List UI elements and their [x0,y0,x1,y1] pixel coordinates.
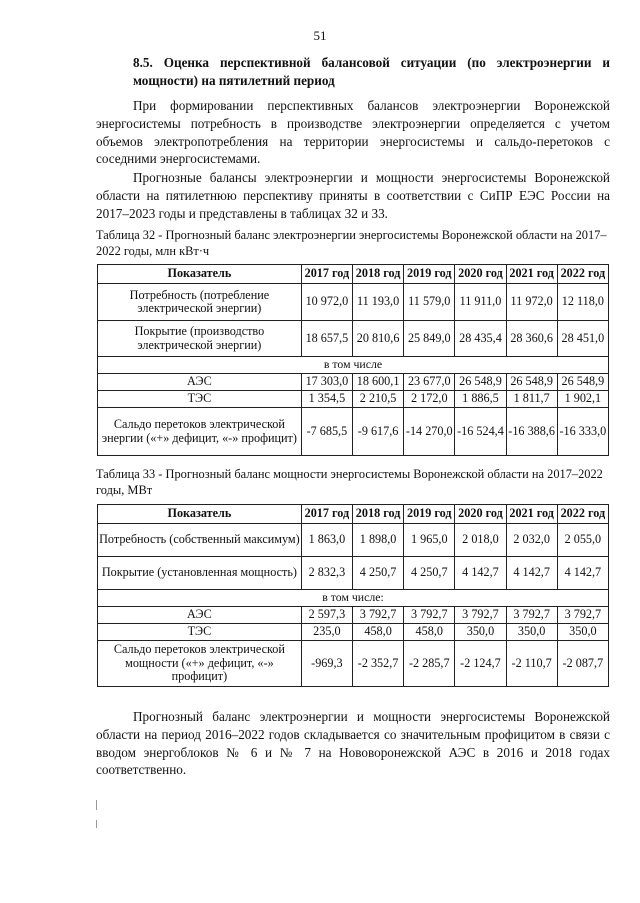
table32-row-label: АЭС [98,374,302,391]
table32-cell: 28 451,0 [557,321,608,357]
table32-cell: 11 972,0 [506,284,557,321]
table33-cell: 4 142,7 [506,557,557,590]
table32-cell: -16 388,6 [506,408,557,456]
table32-header-year: 2019 год [404,265,455,284]
table32-cell: 1 902,1 [557,391,608,408]
table32-row-label: Покрытие (производство электрической энергии) [98,321,302,357]
table33-caption: Таблица 33 - Прогнозный баланс мощности энергосистемы Воронежской области на 2017–2022 годы, МВт [96,467,603,497]
table32-row-npp [98,374,609,391]
table33-row-label: Сальдо перетоков электрической мощности («+» дефицит, «-» профицит) [98,641,302,687]
table33-header-year: 2018 год [352,505,403,524]
table33-cell: -969,3 [301,641,352,687]
table33-cell: -2 110,7 [506,641,557,687]
section-heading: 8.5. Оценка перспективной балансовой ситуации (по электроэнергии и мощности) на пятилетний период [133,55,610,88]
table32-cell: -7 685,5 [301,408,352,456]
table33-row-demand [98,524,609,557]
table32-cell: 26 548,9 [506,374,557,391]
table32-cell: 11 193,0 [352,284,403,321]
table33-cell: 3 792,7 [352,607,403,624]
table32-header-year: 2022 год [557,265,608,284]
table32-cell: 1 354,5 [301,391,352,408]
table32-cell: 26 548,9 [557,374,608,391]
table33-header-row [98,505,609,524]
table33-row-label: ТЭС [98,624,302,641]
table32-cell: -14 270,0 [404,408,455,456]
table33-header-year: 2020 год [455,505,506,524]
table33-header-year: 2021 год [506,505,557,524]
table32-caption: Таблица 32 - Прогнозный баланс электроэнергии энергосистемы Воронежской области на 2017–2022 годы, млн кВт·ч [96,228,607,258]
table32-row-supply [98,321,609,357]
table32-cell: -9 617,6 [352,408,403,456]
table33-row-npp [98,607,609,624]
page-number: 51 [313,28,327,43]
table32-row-label: Сальдо перетоков электрической энергии («+» дефицит, «-» профицит) [98,408,302,456]
table32-cell: 28 360,6 [506,321,557,357]
table33 [97,504,609,687]
table32-cell: 26 548,9 [455,374,506,391]
table33-header-indicator: Показатель [98,505,302,524]
table33-row-supply [98,557,609,590]
table33-header-year: 2022 год [557,505,608,524]
table33-cell: 3 792,7 [404,607,455,624]
table33-cell: 1 898,0 [352,524,403,557]
table32-cell: 2 210,5 [352,391,403,408]
table33-cell: 4 250,7 [404,557,455,590]
table32-row-label: Потребность (потребление электрической энергии) [98,284,302,321]
table32-row-balance [98,408,609,456]
table33-row-label: Покрытие (установленная мощность) [98,557,302,590]
table33-cell: 2 018,0 [455,524,506,557]
table33-row-label: АЭС [98,607,302,624]
table33-header-year: 2019 год [404,505,455,524]
paragraph-conclusion: Прогнозный баланс электроэнергии и мощности энергосистемы Воронежской области на период 2016–2022 годов складывается со значительным профицитом в связи с вводом энергоблоков № 6 и № 7 на Нововоронежской АЭС в 2016 и 2018 годах соответственно. [96,709,610,778]
table32-cell: 18 600,1 [352,374,403,391]
table32-header-year: 2021 год [506,265,557,284]
table33-cell: -2 285,7 [404,641,455,687]
table33-cell: 4 250,7 [352,557,403,590]
table32-cell: 12 118,0 [557,284,608,321]
table32-header-indicator: Показатель [98,265,302,284]
table33-cell: 4 142,7 [455,557,506,590]
table33-cell: 3 792,7 [557,607,608,624]
table32-cell: 11 911,0 [455,284,506,321]
table32-header-year: 2020 год [455,265,506,284]
table33-cell: 350,0 [557,624,608,641]
scan-artifact-mark [96,820,97,828]
table32-cell: 28 435,4 [455,321,506,357]
table33-subheader-row [98,590,609,607]
table32-cell: -16 333,0 [557,408,608,456]
table33-header-year: 2017 год [301,505,352,524]
table33-cell: -2 124,7 [455,641,506,687]
table32-header-year: 2018 год [352,265,403,284]
paragraph-forecast: Прогнозные балансы электроэнергии и мощности энергосистемы Воронежской области на пятилетнюю перспективу приняты в соответствии с СиПР ЕЭС России на 2017–2023 годы и представлены в таблицах 32 и 33. [96,170,610,221]
table33-row-tpp [98,624,609,641]
table32-header-row [98,265,609,284]
table33-cell: -2 352,7 [352,641,403,687]
table33-cell: 4 142,7 [557,557,608,590]
table33-cell: 1 965,0 [404,524,455,557]
table33-cell: 2 832,3 [301,557,352,590]
table33-cell: 350,0 [506,624,557,641]
table32-cell: 20 810,6 [352,321,403,357]
table32-row-demand [98,284,609,321]
table33-cell: 3 792,7 [506,607,557,624]
table33-cell: 3 792,7 [455,607,506,624]
table33-cell: 458,0 [352,624,403,641]
table33-cell: -2 087,7 [557,641,608,687]
table33-row-label: Потребность (собственный максимум) [98,524,302,557]
table32-cell: -16 524,4 [455,408,506,456]
table33-cell: 458,0 [404,624,455,641]
table32 [97,264,609,456]
table33-subheader: в том числе: [98,590,609,607]
table32-cell: 17 303,0 [301,374,352,391]
paragraph-intro: При формировании перспективных балансов электроэнергии Воронежской энергосистемы потребность в производстве электроэнергии определяется с учетом объемов электропотребления на территории энергосистемы и сальдо-перетоков с соседними энергосистемами. [96,98,610,167]
table33-cell: 350,0 [455,624,506,641]
table32-cell: 1 886,5 [455,391,506,408]
table32-row-label: ТЭС [98,391,302,408]
table32-subheader: в том числе [98,357,609,374]
table33-cell: 2 055,0 [557,524,608,557]
table32-cell: 25 849,0 [404,321,455,357]
table33-cell: 1 863,0 [301,524,352,557]
table32-cell: 18 657,5 [301,321,352,357]
table32-cell: 10 972,0 [301,284,352,321]
table33-cell: 235,0 [301,624,352,641]
table32-cell: 11 579,0 [404,284,455,321]
table32-row-tpp [98,391,609,408]
scan-artifact-mark [96,800,97,810]
table32-subheader-row [98,357,609,374]
table33-row-balance [98,641,609,687]
table32-header-year: 2017 год [301,265,352,284]
table32-cell: 2 172,0 [404,391,455,408]
table33-cell: 2 597,3 [301,607,352,624]
table33-cell: 2 032,0 [506,524,557,557]
table32-cell: 23 677,0 [404,374,455,391]
table32-cell: 1 811,7 [506,391,557,408]
